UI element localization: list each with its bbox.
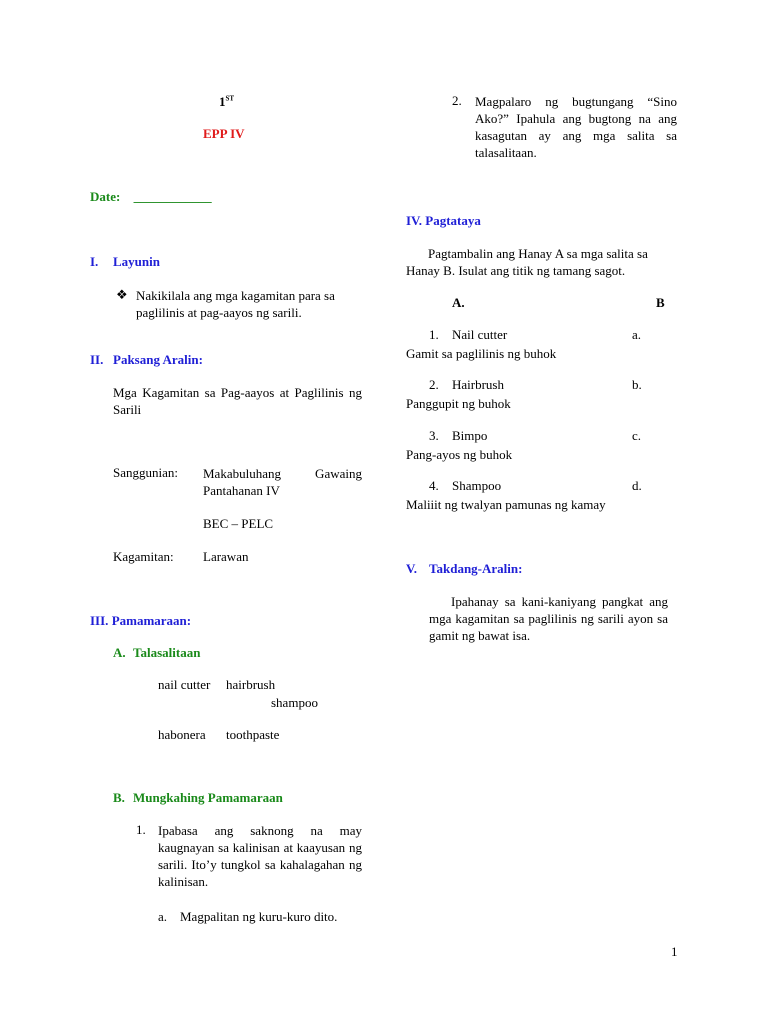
topic-value: Mga Kagamitan sa Pag-aayos at Paglilinis ng Sarili bbox=[113, 385, 362, 417]
sub-b-letter: B. bbox=[113, 790, 125, 805]
objective-text: Nakikilala ang mga kagamitan para sa paglilinis at pag-aayos ng sarili. bbox=[136, 288, 335, 320]
section-3-title: Pamamaraan: bbox=[111, 613, 192, 628]
match-item-a: Shampoo bbox=[452, 478, 502, 493]
match-number: 2. bbox=[429, 377, 439, 392]
section-5-heading bbox=[406, 561, 523, 577]
step-number: 1. bbox=[136, 822, 146, 837]
match-item-a: Nail cutter bbox=[452, 327, 508, 342]
match-letter: c. bbox=[632, 428, 642, 443]
grade-level bbox=[219, 94, 234, 110]
sub-b-title: Mungkahing Pamamaraan bbox=[133, 790, 283, 805]
assignment-text: Ipahanay sa kani-kaniyang pangkat ang mga kagamitan sa paglilinis ng sarili ayon sa gamit ng bawat isa. bbox=[429, 594, 668, 643]
topic-text bbox=[113, 384, 362, 418]
sub-a-title: Talasalitaan bbox=[133, 645, 201, 660]
section-3-number: III. bbox=[90, 613, 109, 628]
section-1-heading bbox=[90, 254, 160, 270]
grade-number: 1 bbox=[219, 94, 226, 109]
section-4-heading bbox=[406, 213, 481, 229]
grade-suffix: ST bbox=[225, 94, 235, 103]
vocab-word: toothpaste bbox=[226, 727, 280, 742]
section-5-number: V. bbox=[406, 561, 417, 576]
match-letter: b. bbox=[632, 377, 642, 392]
subject-title: EPP IV bbox=[203, 126, 245, 141]
section-4-number: IV. bbox=[406, 213, 423, 228]
match-item-a: Hairbrush bbox=[452, 377, 504, 392]
bullet-icon: ❖ bbox=[116, 287, 128, 302]
page-number: 1 bbox=[671, 944, 678, 959]
match-number: 4. bbox=[429, 478, 439, 493]
match-letter: d. bbox=[632, 478, 642, 493]
section-2-heading bbox=[90, 352, 203, 368]
section-2-number: II. bbox=[90, 352, 104, 367]
section-3-heading bbox=[90, 613, 191, 629]
substep-text: Magpalitan ng kuru-kuro dito. bbox=[180, 909, 338, 924]
sub-b-heading bbox=[113, 790, 283, 806]
section-1-number: I. bbox=[90, 254, 99, 269]
substep-letter: a. bbox=[158, 909, 168, 924]
vocab-word: habonera bbox=[158, 727, 206, 742]
sanggunian-value: Makabuluhang Gawaing Pantahanan IV bbox=[203, 466, 362, 498]
sub-a-heading bbox=[113, 645, 201, 661]
date-label: Date: bbox=[90, 189, 121, 204]
sanggunian-value-2: BEC – PELC bbox=[203, 516, 274, 531]
section-4-title: Pagtataya bbox=[425, 213, 481, 228]
date-line bbox=[90, 189, 212, 205]
step-text: Ipabasa ang saknong na may kaugnayan sa kalinisan at kaayusan ng sarili. Ito’y tungkol sa kahalagahan ng kalinisan. bbox=[158, 823, 362, 889]
match-number: 1. bbox=[429, 327, 439, 342]
instruction-text: Pagtambalin ang Hanay A sa mga salita sa Hanay B. Isulat ang titik ng tamang sagot. bbox=[406, 246, 648, 278]
match-item-b: Gamit sa paglilinis ng buhok bbox=[406, 346, 557, 361]
section-2-title: Paksang Aralin: bbox=[113, 352, 203, 367]
step-text: Magpalaro ng bugtungang “Sino Ako?” Ipahula ang bugtong na ang kasagutan ay ang mga salita sa talasalitaan. bbox=[475, 94, 677, 160]
match-item-b: Pang-ayos ng buhok bbox=[406, 447, 513, 462]
column-b-header: B bbox=[656, 295, 665, 310]
vocab-word: hairbrush bbox=[226, 677, 276, 692]
match-item-a: Bimpo bbox=[452, 428, 488, 443]
sub-a-letter: A. bbox=[113, 645, 126, 660]
match-item-b: Maliiit ng twalyan pamunas ng kamay bbox=[406, 497, 606, 512]
section-1-title: Layunin bbox=[113, 254, 160, 269]
vocab-word: shampoo bbox=[271, 695, 318, 710]
match-number: 3. bbox=[429, 428, 439, 443]
section-5-title: Takdang-Aralin: bbox=[429, 561, 523, 576]
vocab-word: nail cutter bbox=[158, 677, 211, 692]
column-a-header: A. bbox=[452, 295, 465, 310]
sanggunian-label: Sanggunian: bbox=[113, 465, 178, 480]
match-letter: a. bbox=[632, 327, 642, 342]
match-item-b: Panggupit ng buhok bbox=[406, 396, 511, 411]
kagamitan-value: Larawan bbox=[203, 549, 249, 564]
kagamitan-label: Kagamitan: bbox=[113, 549, 174, 564]
date-blank: ____________ bbox=[133, 189, 212, 204]
step-number: 2. bbox=[452, 93, 462, 108]
